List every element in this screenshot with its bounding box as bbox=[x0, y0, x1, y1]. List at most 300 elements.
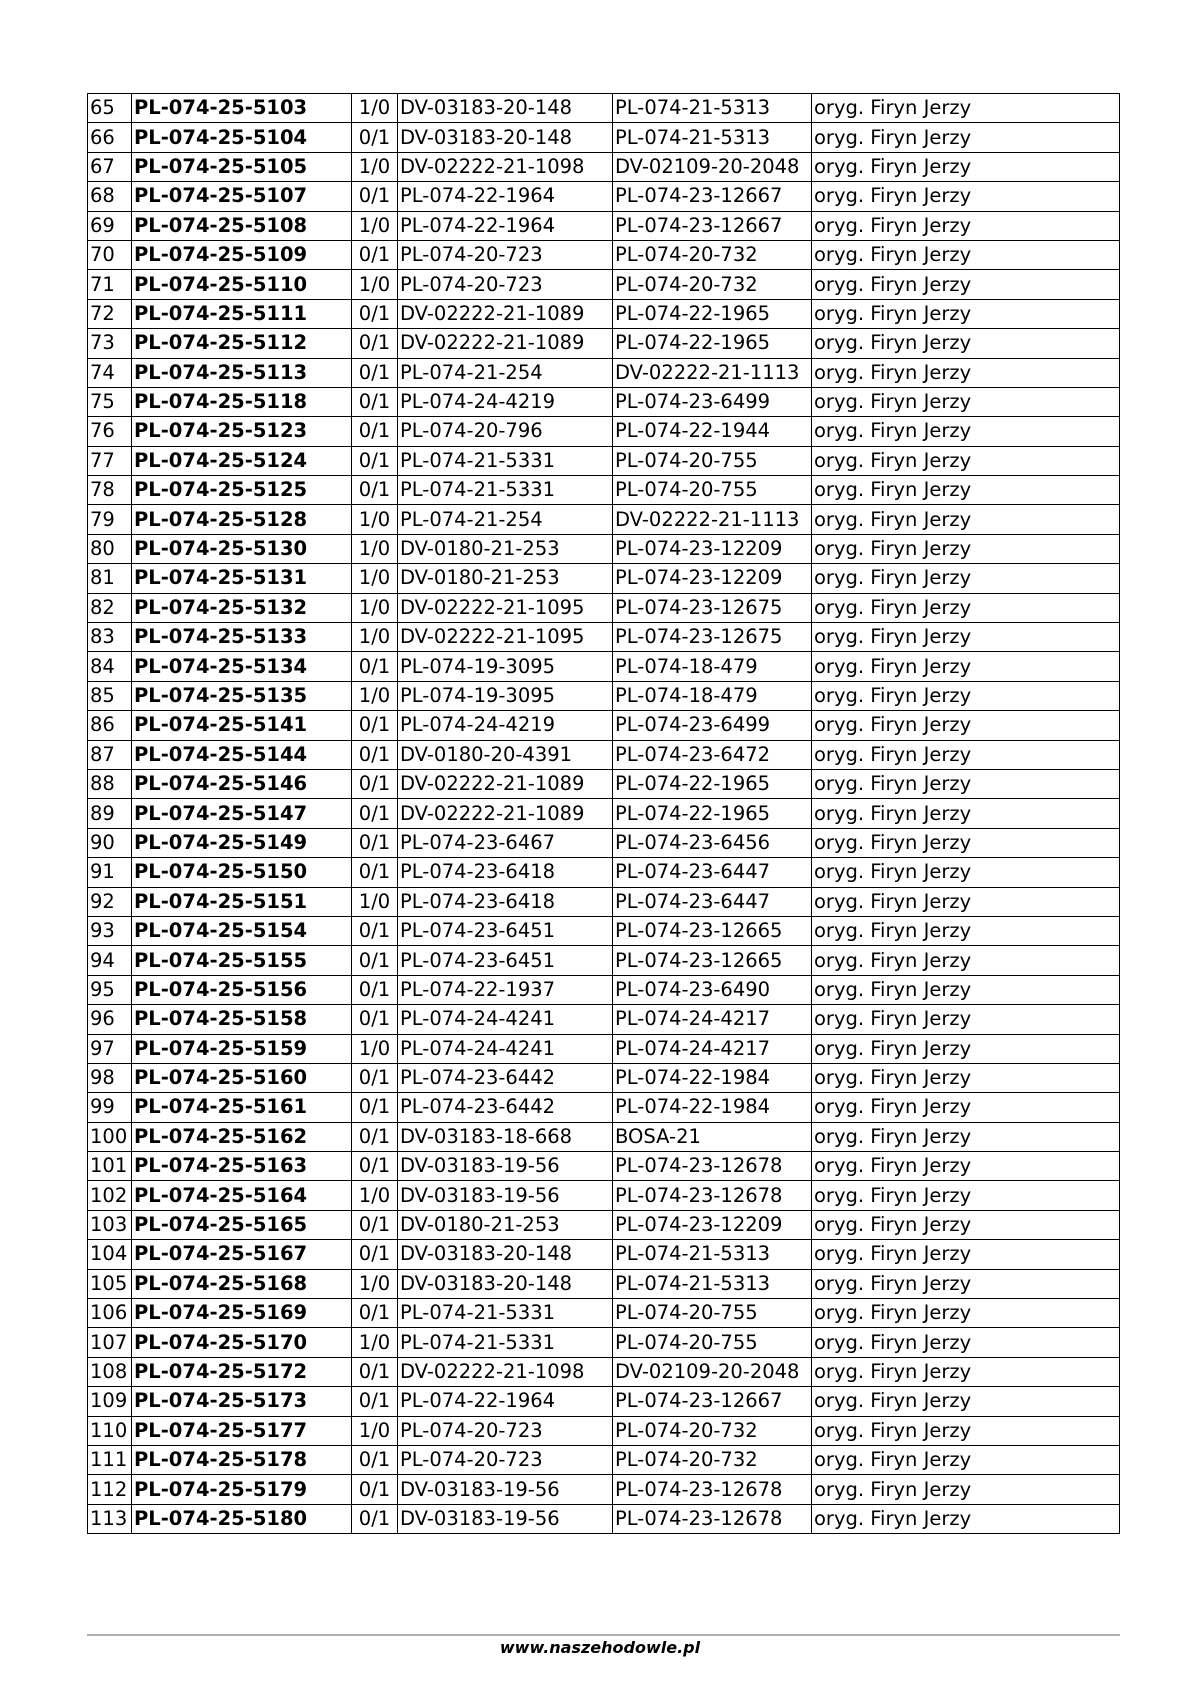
origin-cell: oryg. Firyn Jerzy bbox=[812, 505, 1120, 534]
sex-cell: 1/0 bbox=[352, 505, 398, 534]
origin-cell: oryg. Firyn Jerzy bbox=[812, 740, 1120, 769]
origin-cell: oryg. Firyn Jerzy bbox=[812, 858, 1120, 887]
origin-cell: oryg. Firyn Jerzy bbox=[812, 564, 1120, 593]
father-ring-cell: DV-0180-20-4391 bbox=[398, 740, 613, 769]
father-ring-cell: PL-074-20-723 bbox=[398, 240, 613, 269]
mother-ring-cell: PL-074-23-6456 bbox=[613, 828, 812, 857]
origin-cell: oryg. Firyn Jerzy bbox=[812, 1152, 1120, 1181]
sex-cell: 1/0 bbox=[352, 1328, 398, 1357]
mother-ring-cell: PL-074-23-12678 bbox=[613, 1475, 812, 1504]
row-number-cell: 81 bbox=[88, 564, 132, 593]
origin-cell: oryg. Firyn Jerzy bbox=[812, 329, 1120, 358]
ring-number-cell: PL-074-25-5105 bbox=[132, 152, 352, 181]
origin-cell: oryg. Firyn Jerzy bbox=[812, 446, 1120, 475]
table-row bbox=[88, 387, 1120, 416]
row-number-cell: 101 bbox=[88, 1152, 132, 1181]
origin-cell: oryg. Firyn Jerzy bbox=[812, 387, 1120, 416]
father-ring-cell: PL-074-21-254 bbox=[398, 505, 613, 534]
mother-ring-cell: PL-074-23-12667 bbox=[613, 1387, 812, 1416]
ring-number-cell: PL-074-25-5141 bbox=[132, 711, 352, 740]
sex-cell: 1/0 bbox=[352, 681, 398, 710]
sex-cell: 0/1 bbox=[352, 1240, 398, 1269]
father-ring-cell: DV-02222-21-1098 bbox=[398, 152, 613, 181]
row-number-cell: 100 bbox=[88, 1122, 132, 1151]
mother-ring-cell: PL-074-23-12667 bbox=[613, 182, 812, 211]
mother-ring-cell: PL-074-22-1965 bbox=[613, 799, 812, 828]
father-ring-cell: DV-02222-21-1089 bbox=[398, 299, 613, 328]
mother-ring-cell: PL-074-24-4217 bbox=[613, 1005, 812, 1034]
table-row bbox=[88, 681, 1120, 710]
ring-number-cell: PL-074-25-5178 bbox=[132, 1445, 352, 1474]
ring-number-cell: PL-074-25-5112 bbox=[132, 329, 352, 358]
sex-cell: 0/1 bbox=[352, 1299, 398, 1328]
mother-ring-cell: PL-074-23-12209 bbox=[613, 564, 812, 593]
sex-cell: 1/0 bbox=[352, 152, 398, 181]
table-row bbox=[88, 1063, 1120, 1092]
footer-website: www.naszehodowle.pl bbox=[499, 1638, 701, 1657]
row-number-cell: 85 bbox=[88, 681, 132, 710]
father-ring-cell: PL-074-20-723 bbox=[398, 1416, 613, 1445]
father-ring-cell: PL-074-22-1937 bbox=[398, 975, 613, 1004]
table-row bbox=[88, 270, 1120, 299]
father-ring-cell: DV-03183-20-148 bbox=[398, 94, 613, 123]
mother-ring-cell: DV-02109-20-2048 bbox=[613, 1357, 812, 1386]
row-number-cell: 77 bbox=[88, 446, 132, 475]
ring-number-cell: PL-074-25-5108 bbox=[132, 211, 352, 240]
table-row bbox=[88, 946, 1120, 975]
origin-cell: oryg. Firyn Jerzy bbox=[812, 681, 1120, 710]
row-number-cell: 74 bbox=[88, 358, 132, 387]
row-number-cell: 91 bbox=[88, 858, 132, 887]
sex-cell: 0/1 bbox=[352, 417, 398, 446]
table-row bbox=[88, 887, 1120, 916]
sex-cell: 0/1 bbox=[352, 975, 398, 1004]
ring-number-cell: PL-074-25-5146 bbox=[132, 769, 352, 798]
table-row bbox=[88, 1445, 1120, 1474]
mother-ring-cell: PL-074-22-1984 bbox=[613, 1063, 812, 1092]
ring-number-cell: PL-074-25-5131 bbox=[132, 564, 352, 593]
sex-cell: 0/1 bbox=[352, 652, 398, 681]
row-number-cell: 113 bbox=[88, 1504, 132, 1533]
ring-number-cell: PL-074-25-5172 bbox=[132, 1357, 352, 1386]
father-ring-cell: PL-074-23-6467 bbox=[398, 828, 613, 857]
table-row bbox=[88, 1299, 1120, 1328]
father-ring-cell: DV-0180-21-253 bbox=[398, 534, 613, 563]
mother-ring-cell: PL-074-18-479 bbox=[613, 652, 812, 681]
mother-ring-cell: PL-074-23-6447 bbox=[613, 858, 812, 887]
table-row bbox=[88, 623, 1120, 652]
row-number-cell: 78 bbox=[88, 476, 132, 505]
table-row bbox=[88, 1122, 1120, 1151]
sex-cell: 0/1 bbox=[352, 1445, 398, 1474]
mother-ring-cell: PL-074-23-12665 bbox=[613, 916, 812, 945]
table-row bbox=[88, 476, 1120, 505]
father-ring-cell: PL-074-22-1964 bbox=[398, 211, 613, 240]
table-row bbox=[88, 858, 1120, 887]
sex-cell: 0/1 bbox=[352, 1063, 398, 1092]
mother-ring-cell: PL-074-20-755 bbox=[613, 1328, 812, 1357]
sex-cell: 0/1 bbox=[352, 1152, 398, 1181]
mother-ring-cell: PL-074-23-12675 bbox=[613, 593, 812, 622]
ring-number-cell: PL-074-25-5133 bbox=[132, 623, 352, 652]
row-number-cell: 103 bbox=[88, 1210, 132, 1239]
mother-ring-cell: BOSA-21 bbox=[613, 1122, 812, 1151]
sex-cell: 0/1 bbox=[352, 358, 398, 387]
row-number-cell: 82 bbox=[88, 593, 132, 622]
table-row bbox=[88, 828, 1120, 857]
row-number-cell: 102 bbox=[88, 1181, 132, 1210]
row-number-cell: 71 bbox=[88, 270, 132, 299]
table-row bbox=[88, 505, 1120, 534]
row-number-cell: 67 bbox=[88, 152, 132, 181]
origin-cell: oryg. Firyn Jerzy bbox=[812, 152, 1120, 181]
sex-cell: 0/1 bbox=[352, 946, 398, 975]
origin-cell: oryg. Firyn Jerzy bbox=[812, 1093, 1120, 1122]
father-ring-cell: PL-074-19-3095 bbox=[398, 652, 613, 681]
sex-cell: 1/0 bbox=[352, 1269, 398, 1298]
origin-cell: oryg. Firyn Jerzy bbox=[812, 1416, 1120, 1445]
origin-cell: oryg. Firyn Jerzy bbox=[812, 1063, 1120, 1092]
origin-cell: oryg. Firyn Jerzy bbox=[812, 1210, 1120, 1239]
row-number-cell: 75 bbox=[88, 387, 132, 416]
ring-number-cell: PL-074-25-5169 bbox=[132, 1299, 352, 1328]
ring-number-cell: PL-074-25-5158 bbox=[132, 1005, 352, 1034]
table-row bbox=[88, 329, 1120, 358]
table-row bbox=[88, 446, 1120, 475]
row-number-cell: 106 bbox=[88, 1299, 132, 1328]
sex-cell: 0/1 bbox=[352, 858, 398, 887]
ring-number-cell: PL-074-25-5135 bbox=[132, 681, 352, 710]
table-row bbox=[88, 740, 1120, 769]
row-number-cell: 72 bbox=[88, 299, 132, 328]
origin-cell: oryg. Firyn Jerzy bbox=[812, 975, 1120, 1004]
sex-cell: 0/1 bbox=[352, 1475, 398, 1504]
father-ring-cell: DV-02222-21-1089 bbox=[398, 769, 613, 798]
ring-number-cell: PL-074-25-5147 bbox=[132, 799, 352, 828]
mother-ring-cell: PL-074-20-732 bbox=[613, 1416, 812, 1445]
origin-cell: oryg. Firyn Jerzy bbox=[812, 182, 1120, 211]
ring-number-cell: PL-074-25-5170 bbox=[132, 1328, 352, 1357]
mother-ring-cell: PL-074-22-1984 bbox=[613, 1093, 812, 1122]
mother-ring-cell: PL-074-21-5313 bbox=[613, 1240, 812, 1269]
father-ring-cell: PL-074-21-254 bbox=[398, 358, 613, 387]
table-row bbox=[88, 1475, 1120, 1504]
sex-cell: 1/0 bbox=[352, 534, 398, 563]
origin-cell: oryg. Firyn Jerzy bbox=[812, 916, 1120, 945]
mother-ring-cell: PL-074-22-1965 bbox=[613, 769, 812, 798]
father-ring-cell: DV-03183-19-56 bbox=[398, 1504, 613, 1533]
sex-cell: 0/1 bbox=[352, 1005, 398, 1034]
ring-number-cell: PL-074-25-5134 bbox=[132, 652, 352, 681]
ring-number-cell: PL-074-25-5109 bbox=[132, 240, 352, 269]
mother-ring-cell: PL-074-23-12675 bbox=[613, 623, 812, 652]
father-ring-cell: PL-074-21-5331 bbox=[398, 446, 613, 475]
ring-number-cell: PL-074-25-5132 bbox=[132, 593, 352, 622]
ring-number-cell: PL-074-25-5161 bbox=[132, 1093, 352, 1122]
father-ring-cell: PL-074-21-5331 bbox=[398, 1328, 613, 1357]
row-number-cell: 66 bbox=[88, 123, 132, 152]
origin-cell: oryg. Firyn Jerzy bbox=[812, 1034, 1120, 1063]
table-row bbox=[88, 1240, 1120, 1269]
mother-ring-cell: PL-074-23-12678 bbox=[613, 1504, 812, 1533]
table-row bbox=[88, 1387, 1120, 1416]
mother-ring-cell: PL-074-21-5313 bbox=[613, 1269, 812, 1298]
row-number-cell: 94 bbox=[88, 946, 132, 975]
father-ring-cell: DV-03183-19-56 bbox=[398, 1475, 613, 1504]
sex-cell: 0/1 bbox=[352, 387, 398, 416]
footer-divider bbox=[87, 1634, 1120, 1636]
ring-number-cell: PL-074-25-5149 bbox=[132, 828, 352, 857]
ring-number-cell: PL-074-25-5125 bbox=[132, 476, 352, 505]
origin-cell: oryg. Firyn Jerzy bbox=[812, 887, 1120, 916]
father-ring-cell: PL-074-22-1964 bbox=[398, 182, 613, 211]
father-ring-cell: DV-02222-21-1095 bbox=[398, 623, 613, 652]
mother-ring-cell: PL-074-20-755 bbox=[613, 1299, 812, 1328]
origin-cell: oryg. Firyn Jerzy bbox=[812, 946, 1120, 975]
father-ring-cell: DV-0180-21-253 bbox=[398, 564, 613, 593]
mother-ring-cell: PL-074-21-5313 bbox=[613, 94, 812, 123]
origin-cell: oryg. Firyn Jerzy bbox=[812, 534, 1120, 563]
sex-cell: 0/1 bbox=[352, 711, 398, 740]
father-ring-cell: PL-074-20-723 bbox=[398, 270, 613, 299]
mother-ring-cell: DV-02109-20-2048 bbox=[613, 152, 812, 181]
ring-number-cell: PL-074-25-5162 bbox=[132, 1122, 352, 1151]
sex-cell: 0/1 bbox=[352, 1504, 398, 1533]
sex-cell: 1/0 bbox=[352, 1416, 398, 1445]
father-ring-cell: DV-02222-21-1089 bbox=[398, 329, 613, 358]
ring-number-cell: PL-074-25-5111 bbox=[132, 299, 352, 328]
row-number-cell: 88 bbox=[88, 769, 132, 798]
origin-cell: oryg. Firyn Jerzy bbox=[812, 1357, 1120, 1386]
ring-number-cell: PL-074-25-5154 bbox=[132, 916, 352, 945]
origin-cell: oryg. Firyn Jerzy bbox=[812, 94, 1120, 123]
mother-ring-cell: PL-074-23-12667 bbox=[613, 211, 812, 240]
sex-cell: 1/0 bbox=[352, 593, 398, 622]
origin-cell: oryg. Firyn Jerzy bbox=[812, 1445, 1120, 1474]
table-row bbox=[88, 123, 1120, 152]
mother-ring-cell: PL-074-23-12209 bbox=[613, 534, 812, 563]
mother-ring-cell: PL-074-23-6499 bbox=[613, 387, 812, 416]
ring-number-cell: PL-074-25-5177 bbox=[132, 1416, 352, 1445]
sex-cell: 0/1 bbox=[352, 1093, 398, 1122]
ring-number-cell: PL-074-25-5155 bbox=[132, 946, 352, 975]
ring-number-cell: PL-074-25-5107 bbox=[132, 182, 352, 211]
table-row bbox=[88, 1005, 1120, 1034]
table-row bbox=[88, 1269, 1120, 1298]
father-ring-cell: PL-074-24-4219 bbox=[398, 711, 613, 740]
sex-cell: 0/1 bbox=[352, 916, 398, 945]
mother-ring-cell: PL-074-22-1944 bbox=[613, 417, 812, 446]
father-ring-cell: PL-074-21-5331 bbox=[398, 476, 613, 505]
row-number-cell: 110 bbox=[88, 1416, 132, 1445]
table-row bbox=[88, 769, 1120, 798]
father-ring-cell: PL-074-20-723 bbox=[398, 1445, 613, 1474]
mother-ring-cell: PL-074-23-6447 bbox=[613, 887, 812, 916]
mother-ring-cell: PL-074-23-6490 bbox=[613, 975, 812, 1004]
origin-cell: oryg. Firyn Jerzy bbox=[812, 1387, 1120, 1416]
table-row bbox=[88, 1152, 1120, 1181]
father-ring-cell: PL-074-21-5331 bbox=[398, 1299, 613, 1328]
mother-ring-cell: PL-074-23-12665 bbox=[613, 946, 812, 975]
mother-ring-cell: PL-074-20-732 bbox=[613, 1445, 812, 1474]
row-number-cell: 112 bbox=[88, 1475, 132, 1504]
ring-number-cell: PL-074-25-5159 bbox=[132, 1034, 352, 1063]
mother-ring-cell: PL-074-20-732 bbox=[613, 270, 812, 299]
father-ring-cell: PL-074-23-6451 bbox=[398, 916, 613, 945]
table-row bbox=[88, 358, 1120, 387]
ring-number-cell: PL-074-25-5113 bbox=[132, 358, 352, 387]
sex-cell: 0/1 bbox=[352, 769, 398, 798]
table-row bbox=[88, 1357, 1120, 1386]
father-ring-cell: PL-074-23-6442 bbox=[398, 1063, 613, 1092]
ring-number-cell: PL-074-25-5123 bbox=[132, 417, 352, 446]
mother-ring-cell: PL-074-23-6499 bbox=[613, 711, 812, 740]
table-row bbox=[88, 152, 1120, 181]
father-ring-cell: PL-074-23-6451 bbox=[398, 946, 613, 975]
father-ring-cell: PL-074-23-6442 bbox=[398, 1093, 613, 1122]
pedigree-table bbox=[87, 93, 1120, 1534]
table-row bbox=[88, 1181, 1120, 1210]
ring-number-cell: PL-074-25-5103 bbox=[132, 94, 352, 123]
origin-cell: oryg. Firyn Jerzy bbox=[812, 358, 1120, 387]
table-row bbox=[88, 1328, 1120, 1357]
table-row bbox=[88, 916, 1120, 945]
origin-cell: oryg. Firyn Jerzy bbox=[812, 828, 1120, 857]
mother-ring-cell: PL-074-22-1965 bbox=[613, 329, 812, 358]
father-ring-cell: DV-03183-20-148 bbox=[398, 1240, 613, 1269]
row-number-cell: 68 bbox=[88, 182, 132, 211]
origin-cell: oryg. Firyn Jerzy bbox=[812, 769, 1120, 798]
origin-cell: oryg. Firyn Jerzy bbox=[812, 1504, 1120, 1533]
row-number-cell: 111 bbox=[88, 1445, 132, 1474]
father-ring-cell: DV-03183-18-668 bbox=[398, 1122, 613, 1151]
ring-number-cell: PL-074-25-5124 bbox=[132, 446, 352, 475]
ring-number-cell: PL-074-25-5164 bbox=[132, 1181, 352, 1210]
row-number-cell: 92 bbox=[88, 887, 132, 916]
sex-cell: 0/1 bbox=[352, 299, 398, 328]
ring-number-cell: PL-074-25-5160 bbox=[132, 1063, 352, 1092]
origin-cell: oryg. Firyn Jerzy bbox=[812, 1269, 1120, 1298]
origin-cell: oryg. Firyn Jerzy bbox=[812, 1475, 1120, 1504]
ring-number-cell: PL-074-25-5167 bbox=[132, 1240, 352, 1269]
row-number-cell: 80 bbox=[88, 534, 132, 563]
table-row bbox=[88, 94, 1120, 123]
row-number-cell: 99 bbox=[88, 1093, 132, 1122]
row-number-cell: 96 bbox=[88, 1005, 132, 1034]
father-ring-cell: DV-02222-21-1098 bbox=[398, 1357, 613, 1386]
father-ring-cell: DV-02222-21-1095 bbox=[398, 593, 613, 622]
row-number-cell: 86 bbox=[88, 711, 132, 740]
ring-number-cell: PL-074-25-5173 bbox=[132, 1387, 352, 1416]
sex-cell: 1/0 bbox=[352, 1181, 398, 1210]
table-row bbox=[88, 211, 1120, 240]
origin-cell: oryg. Firyn Jerzy bbox=[812, 1181, 1120, 1210]
row-number-cell: 79 bbox=[88, 505, 132, 534]
row-number-cell: 104 bbox=[88, 1240, 132, 1269]
origin-cell: oryg. Firyn Jerzy bbox=[812, 1299, 1120, 1328]
ring-number-cell: PL-074-25-5104 bbox=[132, 123, 352, 152]
ring-number-cell: PL-074-25-5110 bbox=[132, 270, 352, 299]
father-ring-cell: PL-074-22-1964 bbox=[398, 1387, 613, 1416]
table-row bbox=[88, 564, 1120, 593]
table-row bbox=[88, 799, 1120, 828]
mother-ring-cell: PL-074-23-12678 bbox=[613, 1181, 812, 1210]
ring-number-cell: PL-074-25-5180 bbox=[132, 1504, 352, 1533]
table-row bbox=[88, 1210, 1120, 1239]
row-number-cell: 87 bbox=[88, 740, 132, 769]
table-row bbox=[88, 1034, 1120, 1063]
father-ring-cell: DV-0180-21-253 bbox=[398, 1210, 613, 1239]
table-row bbox=[88, 652, 1120, 681]
ring-number-cell: PL-074-25-5179 bbox=[132, 1475, 352, 1504]
sex-cell: 0/1 bbox=[352, 828, 398, 857]
mother-ring-cell: PL-074-21-5313 bbox=[613, 123, 812, 152]
row-number-cell: 107 bbox=[88, 1328, 132, 1357]
table-row bbox=[88, 534, 1120, 563]
table-row bbox=[88, 1093, 1120, 1122]
origin-cell: oryg. Firyn Jerzy bbox=[812, 123, 1120, 152]
father-ring-cell: PL-074-24-4241 bbox=[398, 1034, 613, 1063]
row-number-cell: 95 bbox=[88, 975, 132, 1004]
origin-cell: oryg. Firyn Jerzy bbox=[812, 211, 1120, 240]
sex-cell: 0/1 bbox=[352, 1210, 398, 1239]
ring-number-cell: PL-074-25-5168 bbox=[132, 1269, 352, 1298]
row-number-cell: 108 bbox=[88, 1357, 132, 1386]
father-ring-cell: DV-03183-20-148 bbox=[398, 1269, 613, 1298]
sex-cell: 1/0 bbox=[352, 94, 398, 123]
origin-cell: oryg. Firyn Jerzy bbox=[812, 1328, 1120, 1357]
mother-ring-cell: PL-074-23-6472 bbox=[613, 740, 812, 769]
sex-cell: 0/1 bbox=[352, 1357, 398, 1386]
row-number-cell: 65 bbox=[88, 94, 132, 123]
row-number-cell: 89 bbox=[88, 799, 132, 828]
mother-ring-cell: DV-02222-21-1113 bbox=[613, 505, 812, 534]
mother-ring-cell: PL-074-18-479 bbox=[613, 681, 812, 710]
row-number-cell: 98 bbox=[88, 1063, 132, 1092]
row-number-cell: 93 bbox=[88, 916, 132, 945]
table-row bbox=[88, 182, 1120, 211]
mother-ring-cell: PL-074-22-1965 bbox=[613, 299, 812, 328]
ring-number-cell: PL-074-25-5156 bbox=[132, 975, 352, 1004]
origin-cell: oryg. Firyn Jerzy bbox=[812, 1240, 1120, 1269]
ring-number-cell: PL-074-25-5150 bbox=[132, 858, 352, 887]
row-number-cell: 109 bbox=[88, 1387, 132, 1416]
father-ring-cell: PL-074-23-6418 bbox=[398, 858, 613, 887]
sex-cell: 1/0 bbox=[352, 211, 398, 240]
origin-cell: oryg. Firyn Jerzy bbox=[812, 799, 1120, 828]
father-ring-cell: PL-074-24-4219 bbox=[398, 387, 613, 416]
sex-cell: 0/1 bbox=[352, 182, 398, 211]
mother-ring-cell: PL-074-20-755 bbox=[613, 446, 812, 475]
origin-cell: oryg. Firyn Jerzy bbox=[812, 240, 1120, 269]
sex-cell: 1/0 bbox=[352, 564, 398, 593]
table-row bbox=[88, 417, 1120, 446]
table-row bbox=[88, 299, 1120, 328]
ring-number-cell: PL-074-25-5165 bbox=[132, 1210, 352, 1239]
mother-ring-cell: DV-02222-21-1113 bbox=[613, 358, 812, 387]
mother-ring-cell: PL-074-24-4217 bbox=[613, 1034, 812, 1063]
origin-cell: oryg. Firyn Jerzy bbox=[812, 711, 1120, 740]
father-ring-cell: PL-074-19-3095 bbox=[398, 681, 613, 710]
row-number-cell: 97 bbox=[88, 1034, 132, 1063]
origin-cell: oryg. Firyn Jerzy bbox=[812, 1005, 1120, 1034]
table-row bbox=[88, 975, 1120, 1004]
sex-cell: 1/0 bbox=[352, 623, 398, 652]
row-number-cell: 83 bbox=[88, 623, 132, 652]
row-number-cell: 90 bbox=[88, 828, 132, 857]
row-number-cell: 105 bbox=[88, 1269, 132, 1298]
origin-cell: oryg. Firyn Jerzy bbox=[812, 476, 1120, 505]
